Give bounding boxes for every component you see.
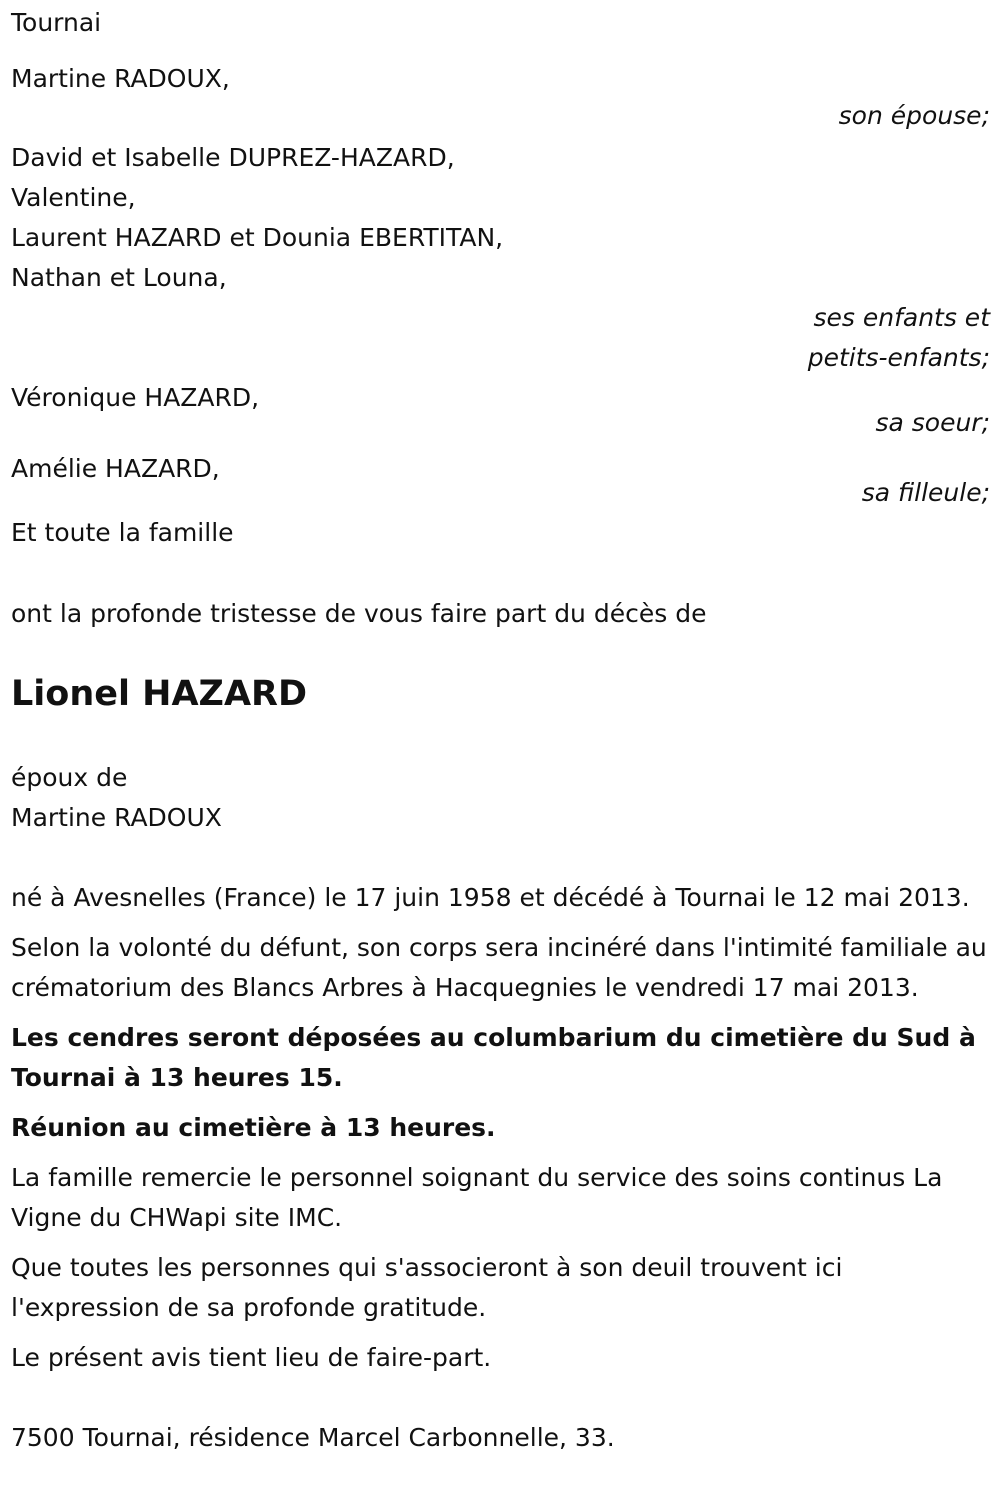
mourner-name: Amélie HAZARD,: [11, 454, 220, 483]
obituary-notice: [11, 0, 990, 1458]
spouse-block: [11, 758, 990, 838]
relation-label: sa filleule;: [861, 478, 990, 507]
city-header: Tournai: [11, 8, 102, 37]
mourner-family: Et toute la famille: [11, 518, 234, 547]
relation-label: petits-enfants;: [807, 343, 990, 372]
address-line: 7500 Tournai, résidence Marcel Carbonnelle, 33.: [11, 1423, 615, 1452]
mourner-name: Nathan et Louna,: [11, 263, 227, 292]
mourner-children: [11, 138, 990, 378]
relation-label: sa soeur;: [875, 408, 990, 437]
mourner-wife: [11, 59, 990, 136]
birth-death-paragraph: né à Avesnelles (France) le 17 juin 1958 et décédé à Tournai le 12 mai 2013.: [11, 883, 970, 912]
relation-label: son épouse;: [838, 101, 990, 130]
spouse-name: Martine RADOUX: [11, 803, 222, 832]
thanks-paragraph: La famille remercie le personnel soignant du service des soins continus La Vigne du CHWapi site IMC.: [11, 1163, 943, 1232]
cremation-paragraph: Selon la volonté du défunt, son corps sera incinéré dans l'intimité familiale au crématorium des Blancs Arbres à Hacquegnies le vendredi 17 mai 2013.: [11, 933, 987, 1002]
notice-paragraph: Le présent avis tient lieu de faire-part.: [11, 1343, 492, 1372]
spouse-label: époux de: [11, 763, 128, 792]
meeting-paragraph: Réunion au cimetière à 13 heures.: [11, 1113, 496, 1142]
deceased-name: Lionel HAZARD: [11, 674, 308, 714]
gratitude-paragraph: Que toutes les personnes qui s'associeront à son deuil trouvent ici l'expression de sa profonde gratitude.: [11, 1253, 843, 1322]
announcement-text: ont la profonde tristesse de vous faire part du décès de: [11, 599, 707, 628]
mourner-name: Martine RADOUX,: [11, 64, 230, 93]
mourner-name: David et Isabelle DUPREZ-HAZARD,: [11, 143, 455, 172]
mourner-sister: [11, 378, 990, 443]
mourner-goddaughter: [11, 449, 990, 513]
mourner-name: Laurent HAZARD et Dounia EBERTITAN,: [11, 223, 504, 252]
mourner-name: Véronique HAZARD,: [11, 383, 260, 412]
mourner-name: Valentine,: [11, 183, 136, 212]
ashes-paragraph: Les cendres seront déposées au columbarium du cimetière du Sud à Tournai à 13 heures 15.: [11, 1023, 976, 1092]
relation-label: ses enfants et: [813, 303, 990, 332]
